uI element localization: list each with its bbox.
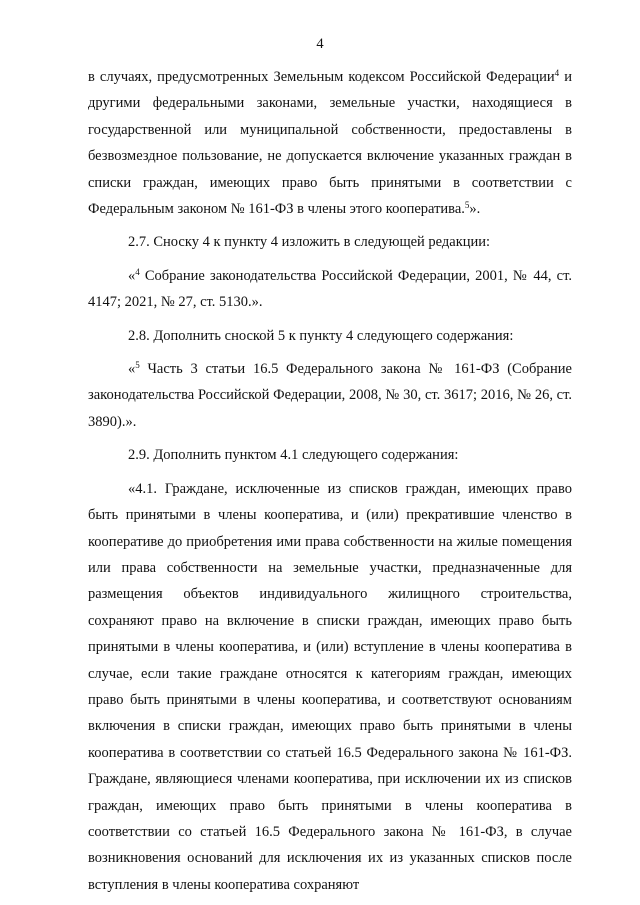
paragraph-footnote-5-text <box>88 356 572 435</box>
paragraph-text: в случаях, предусмотренных Земельным кодексом Российской Федерации <box>88 69 555 85</box>
paragraph-text: и другими федеральными законами, земельные участки, находящиеся в государственной или муниципальной собственности, предоставлены в безвозмездное пользование, не допускается включение указанных граждан в списки граждан, имеющих право быть принятыми в соответствии с Федеральным законом № 161-ФЗ в члены этого кооператива. <box>88 69 572 218</box>
paragraph-text: « <box>128 361 136 378</box>
paragraph-footnote-4-text <box>88 263 572 316</box>
footnote-ref-4: 4 <box>554 68 560 78</box>
paragraph-continuation <box>88 64 572 222</box>
paragraph-item-4-1: «4.1. Граждане, исключенные из списков граждан, имеющих право быть принятыми в члены кооператива, и (или) прекратившие членство в кооперативе до приобретения ими права собственности на жилые помещения или права собственности на земельные участки, предназначенные для размещения объектов индивидуального жилищного строительства, сохраняют право на включение в списки граждан, имеющих право быть принятыми в члены кооператива, и (или) вступление в члены кооператива в случае, если такие граждане относятся к категориям граждан, имеющих право быть принятыми в члены кооператива, и соответствуют основаниям включения в списки граждан, имеющих право быть принятыми в члены кооператива в соответствии со статьей 16.5 Федерального закона № 161-ФЗ. Граждане, являющиеся членами кооператива, при исключении их из списков граждан, имеющих право быть принятыми в члены кооператива в соответствии со статьей 16.5 Федерального закона № 161-ФЗ, в случае возникновения оснований для исключения их из указанных списков после вступления в члены кооператива сохраняют <box>88 480 572 893</box>
paragraph-item-2-9: 2.9. Дополнить пунктом 4.1 следующего содержания: <box>128 447 459 464</box>
paragraph-text: « <box>128 267 136 284</box>
document-body <box>88 64 572 898</box>
paragraph-text: Собрание законодательства Российской Федерации, 2001, № 44, ст. 4147; 2021, № 27, ст. 5130.». <box>88 267 572 311</box>
paragraph-text: Часть 3 статьи 16.5 Федерального закона № 161-ФЗ (Собрание законодательства Российской Федерации, 2008, № 30, ст. 3617; 2016, № 26, ст. 3890).». <box>88 361 572 430</box>
paragraph-item-2-8: 2.8. Дополнить сноской 5 к пункту 4 следующего содержания: <box>128 327 514 344</box>
footnote-ref-5: 5 <box>135 360 140 371</box>
footnote-ref-4: 4 <box>135 266 140 277</box>
paragraph-text: ». <box>469 201 481 218</box>
page-number: 4 <box>316 36 324 52</box>
paragraph-item-2-7: 2.7. Сноску 4 к пункту 4 изложить в следующей редакции: <box>128 234 491 251</box>
footnote-ref-5: 5 <box>464 200 470 211</box>
